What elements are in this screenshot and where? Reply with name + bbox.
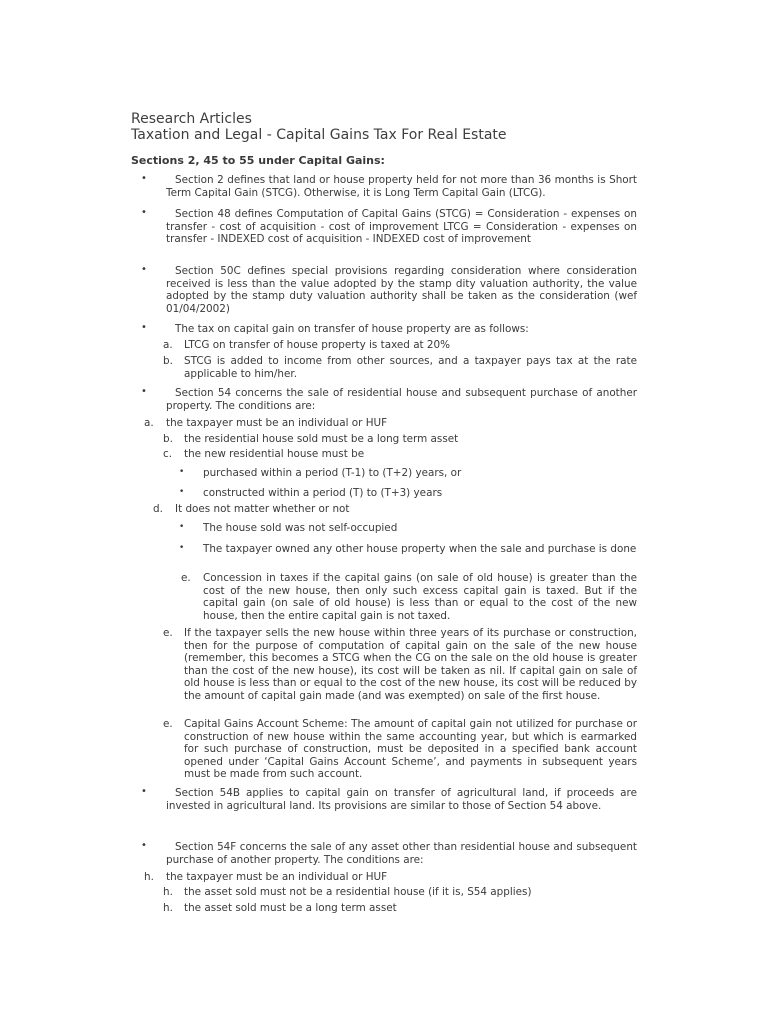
item-s54-other-house: The taxpayer owned any other house property when the sale and purchase is done	[203, 543, 637, 555]
list-marker: e.	[163, 627, 173, 639]
list-marker: d.	[153, 503, 163, 515]
item-section-54b: Section 54B applies to capital gain on transfer of agricultural land, if proceeds are invested in agricultural land. Its provisions are similar to those of Section 54 above.	[166, 787, 637, 812]
bullet-icon: •	[141, 207, 147, 218]
bullet-icon: •	[179, 467, 185, 477]
item-s54-does-not-matter: It does not matter whether or not	[175, 503, 350, 515]
item-section-54: Section 54 concerns the sale of residential house and subsequent purchase of another property. The conditions are:	[166, 387, 637, 412]
item-section-48: Section 48 defines Computation of Capital Gains (STCG) = Consideration - expenses on transfer - cost of acquisition - cost of improvement LTCG = Consideration - expenses on transfer - INDEXED cost of acquisition - INDEXED cost of improvement	[166, 208, 637, 246]
item-s54f-individual: the taxpayer must be an individual or HUF	[166, 871, 388, 883]
item-section-2: Section 2 defines that land or house property held for not more than 36 months is Short Term Capital Gain (STCG). Otherwise, it is Long Term Capital Gain (LTCG).	[166, 174, 637, 199]
document-title: Taxation and Legal - Capital Gains Tax For Real Estate	[131, 127, 507, 143]
list-marker: h.	[163, 902, 173, 914]
item-section-54f: Section 54F concerns the sale of any asset other than residential house and subsequent purchase of another property. The conditions are:	[166, 841, 637, 866]
item-s54-constructed: constructed within a period (T) to (T+3) years	[203, 487, 443, 499]
item-tax-rates: The tax on capital gain on transfer of house property are as follows:	[175, 323, 529, 335]
item-s54-account-scheme: Capital Gains Account Scheme: The amount of capital gain not utilized for purchase or construction of new house within the same accounting year, but which is earmarked for such purchase of construction, must be deposited in a specified bank account opened under ‘Capital Gains Account Scheme’, and payments in subsequent years must be made from such account.	[184, 718, 637, 781]
list-marker: a.	[163, 339, 173, 351]
list-marker: a.	[144, 417, 154, 429]
item-s54-purchased: purchased within a period (T-1) to (T+2) years, or	[203, 467, 462, 479]
list-marker: c.	[163, 448, 173, 460]
section-heading: Sections 2, 45 to 55 under Capital Gains:	[131, 154, 385, 167]
bullet-icon: •	[179, 543, 185, 553]
bullet-icon: •	[179, 487, 185, 497]
item-s54-new-house: the new residential house must be	[184, 448, 365, 460]
item-s54-self-occupied: The house sold was not self-occupied	[203, 522, 398, 534]
list-marker: b.	[163, 433, 173, 445]
list-marker: h.	[163, 886, 173, 898]
item-tax-stcg: STCG is added to income from other sources, and a taxpayer pays tax at the rate applicable to him/her.	[184, 355, 637, 380]
bullet-icon: •	[179, 522, 185, 532]
item-s54-resale: If the taxpayer sells the new house within three years of its purchase or construction, then for the purpose of computation of capital gain on the sale of the new house (remember, this becomes a STCG when the CG on the sale on the old house is greater than the cost of the new house), its cost will be taken as nil. If capital gain on sale of old house is less than or equal to the cost of the new house, its cost will be reduced by the amount of capital gain made (and was exempted) on sale of the first house.	[184, 627, 637, 702]
item-s54-individual: the taxpayer must be an individual or HUF	[166, 417, 388, 429]
list-marker: h.	[144, 871, 154, 883]
item-tax-ltcg: LTCG on transfer of house property is taxed at 20%	[184, 339, 451, 351]
bullet-icon: •	[141, 840, 147, 851]
bullet-icon: •	[141, 173, 147, 184]
list-marker: b.	[163, 355, 173, 367]
item-s54f-not-residential: the asset sold must not be a residential house (if it is, S54 applies)	[184, 886, 532, 898]
item-section-50c: Section 50C defines special provisions regarding consideration where consideration received is less than the value adopted by the stamp dity valuation authority, the value adopted by the stamp duty valuation authority shall be taken as the consideration (wef 01/04/2002)	[166, 265, 637, 315]
item-s54f-long-term: the asset sold must be a long term asset	[184, 902, 397, 914]
item-s54-concession: Concession in taxes if the capital gains (on sale of old house) is greater than the cost of the new house, then only such excess capital gain is taxed. But if the capital gain (on sale of old house) is less than or equal to the cost of the new house, then the entire capital gain is not taxed.	[203, 572, 637, 622]
document-label: Research Articles	[131, 111, 252, 127]
list-marker: e.	[181, 572, 191, 584]
bullet-icon: •	[141, 386, 147, 397]
bullet-icon: •	[141, 322, 147, 333]
bullet-icon: •	[141, 786, 147, 797]
list-marker: e.	[163, 718, 173, 730]
bullet-icon: •	[141, 264, 147, 275]
item-s54-long-term: the residential house sold must be a long term asset	[184, 433, 459, 445]
